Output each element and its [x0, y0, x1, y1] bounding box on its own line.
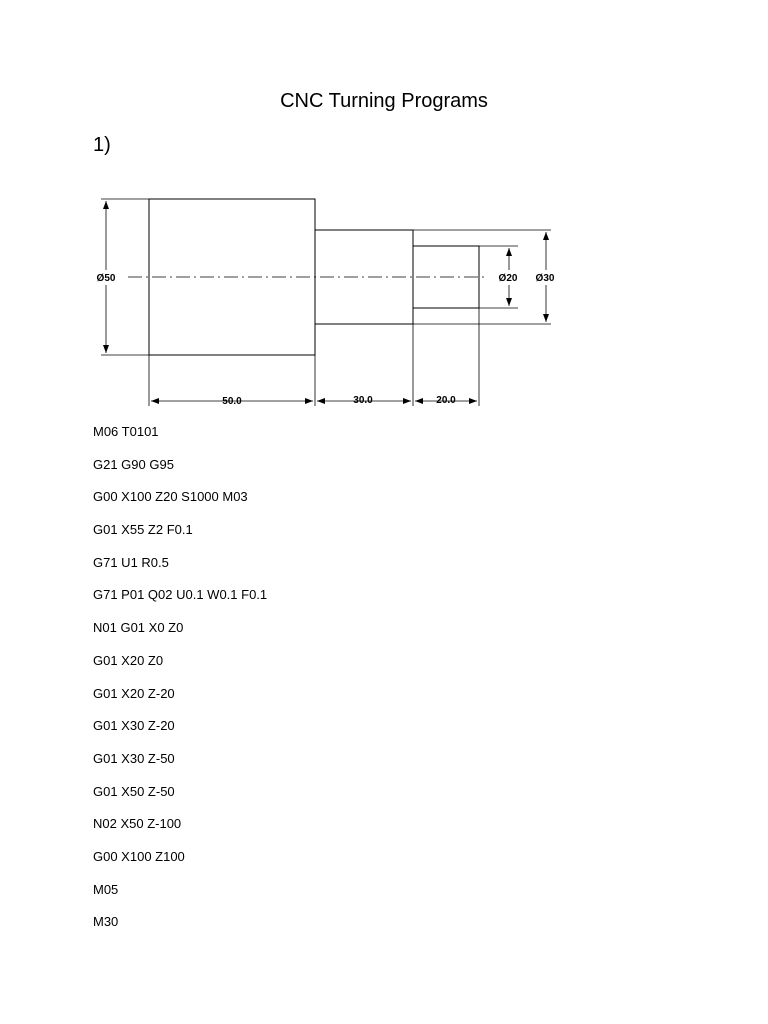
- program-line: M06 T0101: [93, 424, 159, 439]
- program-line: G21 G90 G95: [93, 456, 174, 472]
- program-line: G71 P01 Q02 U0.1 W0.1 F0.1: [93, 587, 268, 603]
- program-listing: [93, 422, 267, 945]
- program-line: G00 X100 Z100: [93, 848, 185, 864]
- program-line: G01 X20 Z0: [93, 652, 164, 668]
- program-line: M05: [93, 881, 119, 897]
- dim-label-dia30: Ø30: [535, 273, 555, 284]
- program-line: N02 X50 Z-100: [93, 816, 182, 832]
- program-line: M30: [93, 914, 119, 930]
- program-line: G01 X30 Z-20: [93, 718, 175, 734]
- program-line: G71 U1 R0.5: [93, 554, 169, 570]
- section-number: 1): [93, 134, 111, 156]
- page-title: CNC Turning Programs: [280, 90, 488, 112]
- program-line: G01 X55 Z2 F0.1: [93, 522, 193, 538]
- dim-label-len20: 20.0: [436, 395, 456, 406]
- dim-label-dia50: Ø50: [96, 273, 116, 284]
- dim-label-len30: 30.0: [353, 395, 373, 406]
- dim-label-dia20: Ø20: [498, 273, 518, 284]
- dimension-lines: [106, 201, 546, 401]
- dim-label-len50: 50.0: [222, 396, 242, 407]
- program-line: N01 G01 X0 Z0: [93, 620, 184, 636]
- part-drawing: [0, 0, 768, 420]
- program-line: G01 X30 Z-50: [93, 750, 175, 766]
- program-line: G01 X50 Z-50: [93, 783, 175, 799]
- program-line: G00 X100 Z20 S1000 M03: [93, 489, 248, 505]
- program-line: G01 X20 Z-20: [93, 685, 175, 701]
